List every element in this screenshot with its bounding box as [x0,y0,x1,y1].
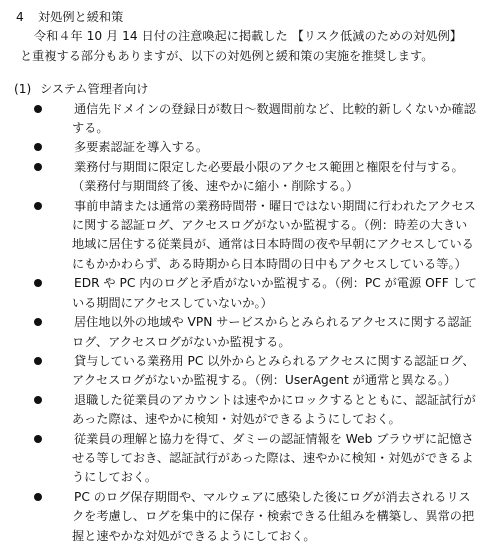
list-item-text: EDR や PC 内のログと矛盾がないか監視する。（例：PC が電源 OFF している期間にアクセスしていないか。） [72,276,477,310]
list-item-text: 貸与している業務用 PC 以外からとみられるアクセスに関する認証ログ、アクセスログがないか監視する。（例：UserAgent が通常と異なる。） [72,353,475,388]
bullet-icon [34,143,42,151]
subsection-heading [14,80,478,99]
section-number: 4 [16,10,24,24]
list-item [10,313,478,352]
list-item-text: 従業員の理解と協力を得て、ダミーの認証情報を Web ブラウザに記憶させる等しておき、認証試行があった際は、速やかに検知・対処ができるようにしておく。 [72,431,474,485]
list-item [10,100,478,139]
bullet-icon [34,493,42,501]
section-heading [16,8,478,27]
bullet-icon [34,357,42,365]
list-item [10,158,478,197]
list-item [10,274,478,313]
list-item-text: 居住地以外の地域や VPN サービスからとみられるアクセスに関する認証ログ、アクセスログがないか監視する。 [72,315,472,349]
list-item-text: PC のログ保存期間や、マルウェアに感染した後にログが消去されるリスクを考慮し、ログを集中的に保存・検索できる仕組みを構築し、異常の把握と速やかな対処ができるようにしておく。 [72,489,475,543]
intro-paragraph: 令和４年 10 月 14 日付の注意喚起に掲載した 【リスク低減のための対処例】 と重複する部分もありますが、以下の対処例と緩和策の実施を推奨します。 [20,29,462,63]
list-item-text: 業務付与期間に限定した必要最小限のアクセス範囲と権限を付与する。（業務付与期間終了後、速やかに縮小・削除する。） [72,159,464,194]
bullet-icon [34,435,42,443]
subsection-number: (1) [14,82,32,97]
list-item [10,352,478,391]
list-item-text: 通信先ドメインの登録日が数日～数週間前など、比較的新しくないか確認する。 [72,101,476,136]
section-title: 対処例と緩和策 [38,10,124,24]
list-item-text: 多要素認証を導入する。 [74,140,209,155]
recommendation-list [10,100,478,546]
list-item-text: 退職した従業員のアカウントは速やかにロックするとともに、認証試行があった際は、速やかに検知・対処ができるようにしておく。 [72,392,476,427]
bullet-icon [34,105,42,113]
list-item-text: 事前申請または通常の業務時間帯・曜日ではない期間に行われたアクセスに関する認証ログ、アクセスログがないか監視する。（例：時差の大きい地域に居住する従業員が、通常は日本時間の夜や早朝にアクセスしているにもかかわらず、ある時期から日本時間の日中もアクセスしている等。） [72,198,476,271]
bullet-icon [34,163,42,171]
subsection-title: システム管理者向け [40,82,149,97]
list-item [10,391,478,430]
list-item [10,138,478,157]
bullet-icon [34,279,42,287]
list-item [10,430,478,488]
bullet-icon [34,202,42,210]
bullet-icon [34,396,42,404]
list-item [10,197,478,275]
bullet-icon [34,318,42,326]
list-item [10,488,478,546]
